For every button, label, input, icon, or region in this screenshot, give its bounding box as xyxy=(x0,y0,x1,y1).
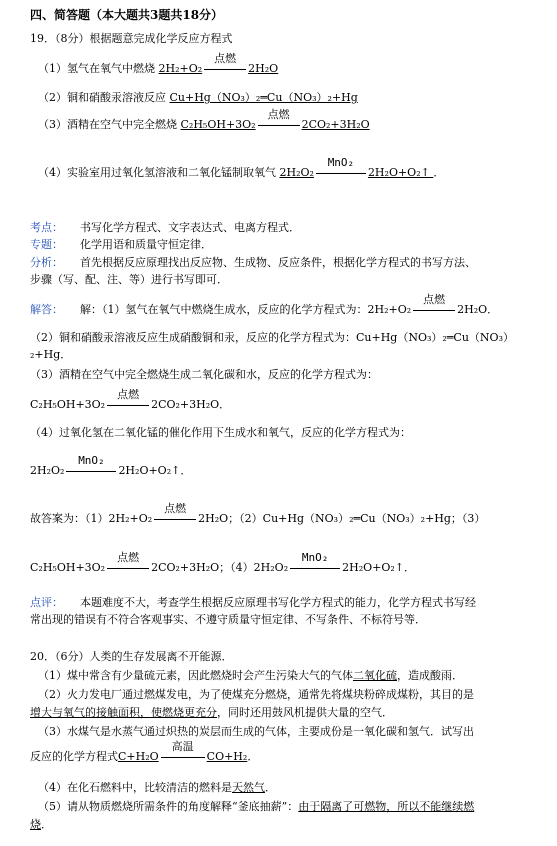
zhuanti-label: 专题： xyxy=(30,238,63,251)
q19-item-2-text: （2）铜和硝酸汞溶液反应 xyxy=(38,91,166,104)
q20-answer-5: 由于隔离了可燃物，所以不能继续燃 xyxy=(298,800,475,813)
jieda-row-4-eq: 2H₂O₂ MnO₂ 2H₂O+O₂↑． xyxy=(30,454,192,477)
q20-line-4: （3）水煤气是水蒸气通过炽热的炭层而生成的气体，主要成份是一氧化碳和氢气．试写出 xyxy=(38,725,474,738)
reaction-condition: 点燃 xyxy=(204,62,246,76)
dianping-row-2: 常出现的错误有不符合客观事实、不遵守质量守恒定律、不写条件、不标符号等． xyxy=(30,613,426,626)
answer-row-1: 故答案为：（1）2H₂+O₂ 点燃 2H₂O；（2）Cu+Hg（NO₃）₂═Cu（NO₃）₂+Hg；（3） xyxy=(30,502,486,525)
jieda-label: 解答： xyxy=(30,303,63,316)
q19-item-4-text: （4）实验室用过氧化氢溶液和二氧化锰制取氧气 xyxy=(38,166,276,179)
q19-item-3 xyxy=(38,108,370,132)
q19-item-3-equation: C₂H₅OH+3O₂ 点燃 2CO₂+3H₂O xyxy=(180,108,370,131)
q20-line-7: （5）请从物质燃烧所需条件的角度解释“釜底抽薪”：由于隔离了可燃物，所以不能继续燃 xyxy=(38,800,475,813)
q19-item-1 xyxy=(38,52,279,76)
q19-item-1-equation: 2H₂+O₂ 点燃 2H₂O xyxy=(158,52,279,75)
q20-answer-2: 增大与氧气的接触面积，使燃烧更充分 xyxy=(30,706,217,719)
fenxi-label: 分析： xyxy=(30,256,63,269)
jieda-row-2: （2）铜和硝酸汞溶液反应生成硝酸铜和汞，反应的化学方程式为：Cu+Hg（NO₃）₂═Cu（NO₃） xyxy=(30,331,514,344)
q19-item-3-text: （3）酒精在空气中完全燃烧 xyxy=(38,118,177,131)
q20-answer-3: C+H₂O 高温 CO+H₂ xyxy=(118,740,248,763)
q19-item-4: （4）实验室用过氧化氢溶液和二氧化锰制取氧气 2H₂O₂ MnO₂ 2H₂O+O₂↑ ． xyxy=(38,156,445,179)
fenxi-row-2: 步骤（写、配、注、等）进行书写即可． xyxy=(30,273,228,286)
q20-line-5: 反应的化学方程式C+H₂O 高温 CO+H₂． xyxy=(30,740,259,763)
q19-item-2-equation: Cu+Hg（NO₃）₂═Cu（NO₃）₂+Hg xyxy=(169,91,358,104)
jieda-row-2b: ₂+Hg． xyxy=(30,348,72,361)
q20-line-1: （1）煤中常含有少量硫元素，因此燃烧时会产生污染大气的气体二氧化硫，造成酸雨． xyxy=(38,669,463,682)
q20-line-2: （2）火力发电厂通过燃煤发电，为了使煤充分燃烧，通常先将煤块粉碎成煤粉，其目的是 xyxy=(38,688,474,701)
kaodian-label: 考点： xyxy=(30,221,63,234)
q19-item-4-equation: 2H₂O₂ MnO₂ 2H₂O+O₂↑ xyxy=(279,156,430,179)
q20-answer-1: 二氧化硫 xyxy=(353,669,397,682)
q19-item-1-text: （1）氢气在氧气中燃烧 xyxy=(38,62,155,75)
section-heading: 四、简答题（本大题共3题共18分） xyxy=(30,8,224,22)
q19-item-2 xyxy=(38,91,358,105)
jieda-row-1: 解答： 解：（1）氢气在氧气中燃烧生成水，反应的化学方程式为：2H₂+O₂ 点燃 2H₂O． xyxy=(30,293,499,316)
q20-line-8: 烧． xyxy=(30,818,52,831)
zhuanti-row: 专题： 化学用语和质量守恒定律． xyxy=(30,238,212,251)
q20-answer-4: 天然气 xyxy=(232,781,265,794)
jieda-row-4: （4）过氧化氢在二氧化锰的催化作用下生成水和氧气，反应的化学方程式为： xyxy=(30,426,411,439)
jieda-row-3: （3）酒精在空气中完全燃烧生成二氧化碳和水，反应的化学方程式为： xyxy=(30,368,378,381)
answer-row-2: C₂H₅OH+3O₂ 点燃 2CO₂+3H₂O；（4）2H₂O₂ MnO₂ 2H₂O+O₂↑． xyxy=(30,551,415,574)
q20-line-6: （4）在化石燃料中，比较清洁的燃料是天然气． xyxy=(38,781,276,794)
dianping-label: 点评： xyxy=(30,596,63,609)
jieda-row-3-eq: C₂H₅OH+3O₂ 点燃 2CO₂+3H₂O． xyxy=(30,388,231,411)
dianping-row-1: 点评： 本题难度不大，考查学生根据反应原理书写化学方程式的能力，化学方程式书写经 xyxy=(30,596,476,609)
q20-line-3: 增大与氧气的接触面积，使燃烧更充分，同时还用鼓风机提供大量的空气． xyxy=(30,706,393,719)
kaodian-row: 考点： 书写化学方程式、文字表达式、电离方程式． xyxy=(30,221,300,234)
fenxi-row: 分析： 首先根据反应原理找出反应物、生成物、反应条件，根据化学方程式的书写方法、 xyxy=(30,256,476,269)
q20-title: 20．（6分）人类的生存发展离不开能源． xyxy=(30,650,233,663)
q19-title: 19．（8分）根据题意完成化学反应方程式 xyxy=(30,32,233,45)
